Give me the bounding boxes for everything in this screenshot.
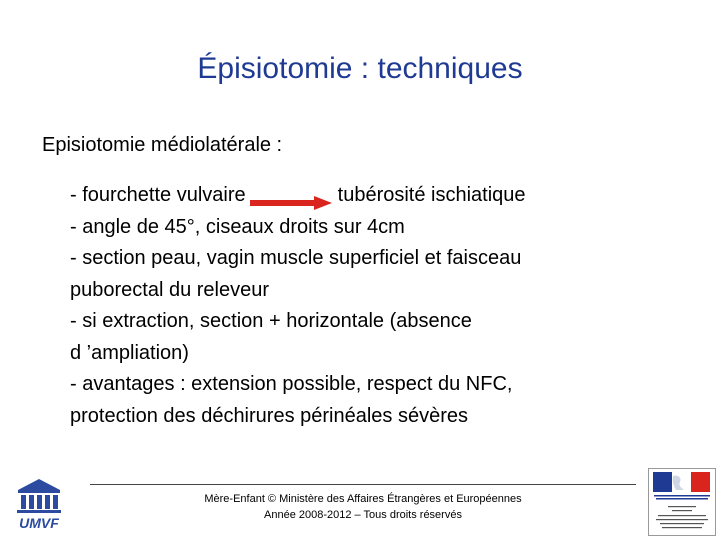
footer-divider [90,484,636,485]
right-arrow-icon [250,189,332,203]
bullet-line-2: - angle de 45°, ciseaux droits sur 4cm [70,215,405,238]
ministere-logo [648,468,716,536]
bullet-line-6: d ’ampliation) [70,341,189,364]
bullet-line-7: - avantages : extension possible, respect du NFC, [70,373,513,395]
bullet-text: - fourchette vulvaire [70,184,246,206]
bullet-list [70,180,670,432]
bullet-line-1 [70,180,670,212]
bullet-line-4: puborectal du releveur [70,278,270,301]
slide-subtitle: Episiotomie médiolatérale : [42,134,283,156]
umvf-logo [10,476,68,532]
bullet-line-5: - si extraction, section + horizontale (absence [70,310,472,332]
footer-years: Année 2008-2012 – Tous droits réservés [264,509,462,521]
bullet-line-3: - section peau, vagin muscle superficiel et faisceau [70,247,522,269]
umvf-logo-text: UMVF [19,515,59,531]
slide-title: Épisiotomie : techniques [197,52,523,85]
footer-copyright: Mère-Enfant © Ministère des Affaires Étrangères et Européennes [204,493,522,505]
bullet-text: tubérosité ischiatique [337,184,526,206]
footer [90,491,636,523]
bullet-line-8: protection des déchirures périnéales sévères [70,404,468,427]
